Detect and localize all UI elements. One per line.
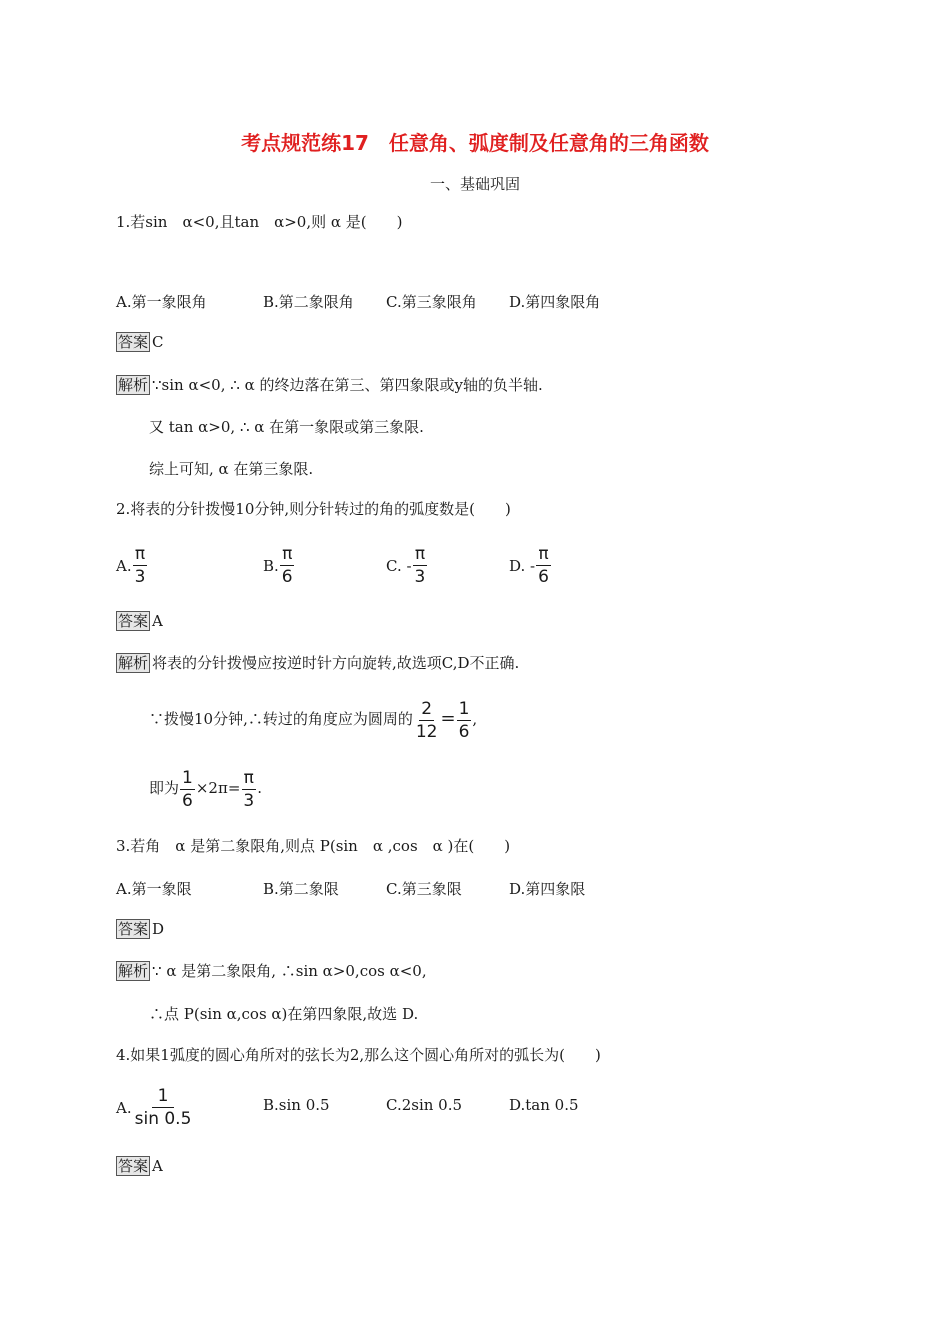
- q3-option-d: D.第四象限: [509, 880, 586, 898]
- q1-stem: 1.若sin α<0,且tan α>0,则 α 是( ): [116, 213, 403, 231]
- q3-stem: 3.若角 α 是第二象限角,则点 P(sin α ,cos α )在( ): [116, 837, 511, 855]
- q3-answer: [116, 919, 164, 939]
- q4-options: [116, 1086, 916, 1132]
- fraction-pi-3: [241, 768, 256, 811]
- q3-option-c: C.第三象限: [386, 880, 462, 898]
- q4-stem: 4.如果1弧度的圆心角所对的弦长为2,那么这个圆心角所对的弧长为( ): [116, 1046, 601, 1064]
- fraction-denominator: 3: [414, 567, 426, 587]
- q1-analysis-line-1: [116, 375, 543, 395]
- q2-analysis-mid: ×2π=: [195, 779, 241, 797]
- answer-tag: 答案: [118, 1157, 149, 1175]
- fraction-denominator: 3: [243, 790, 255, 811]
- fraction-denominator: 6: [182, 790, 193, 811]
- q1-option-d: D.第四象限角: [509, 293, 601, 311]
- punctuation: ,: [472, 710, 478, 728]
- fraction-numerator: π: [243, 767, 254, 788]
- q4-option-a: [116, 1086, 194, 1129]
- answer-tag: 答案: [118, 612, 149, 630]
- q3-option-a: A.第一象限: [116, 880, 192, 898]
- answer-tag: 答案: [118, 333, 149, 351]
- analysis-tag: 解析: [118, 962, 149, 980]
- q3-analysis-line-1: [116, 961, 427, 981]
- fraction-numerator: π: [414, 544, 426, 564]
- q2-answer-value: A: [152, 612, 163, 630]
- fraction-denominator: sin 0.5: [134, 1109, 192, 1129]
- answer-tag: 答案: [118, 920, 149, 938]
- q2-analysis-line-2: [149, 697, 477, 742]
- q2-option-a-prefix: A.: [116, 556, 132, 575]
- analysis-tag: 解析: [118, 376, 149, 394]
- q4-option-a-fraction: [133, 1086, 194, 1129]
- q4-option-a-prefix: A.: [116, 1098, 132, 1117]
- page-title: 考点规范练17 任意角、弧度制及任意角的三角函数: [241, 131, 709, 155]
- q3-option-b: B.第二象限: [263, 880, 339, 898]
- q2-option-b: [263, 544, 296, 587]
- q1-option-a: A.第一象限角: [116, 293, 207, 311]
- q2-option-d-fraction: [536, 544, 551, 587]
- q2-option-d: [509, 544, 552, 587]
- q3-analysis-text-1: ∵ α 是第二象限角, ∴sin α>0,cos α<0,: [152, 962, 427, 980]
- section-heading: 一、基础巩固: [429, 175, 520, 193]
- q2-stem: 2.将表的分针拨慢10分钟,则分针转过的角的弧度数是( ): [116, 500, 511, 518]
- fraction-numerator: 2: [421, 698, 433, 719]
- fraction-numerator: 1: [458, 698, 470, 719]
- q2-options: [116, 544, 916, 588]
- q2-option-c-prefix: C. -: [386, 556, 412, 575]
- q2-answer: [116, 611, 163, 631]
- fraction-denominator: 6: [538, 567, 549, 587]
- q4-option-b: B.sin 0.5: [263, 1096, 330, 1114]
- fraction-1-6: [180, 768, 195, 811]
- q1-analysis-line-3: 综上可知, α 在第三象限.: [149, 460, 314, 478]
- fraction-2-12: [414, 699, 440, 742]
- fraction-numerator: π: [538, 544, 549, 564]
- q2-option-c: [386, 544, 428, 587]
- q2-option-a: [116, 544, 148, 587]
- q2-option-b-fraction: [280, 544, 295, 587]
- q1-analysis-text-1: ∵sin α<0, ∴ α 的终边落在第三、第四象限或y轴的负半轴.: [152, 376, 543, 394]
- q1-answer-value: C: [152, 333, 164, 351]
- punctuation: .: [257, 779, 262, 797]
- fraction-numerator: 1: [182, 767, 193, 788]
- fraction-numerator: 1: [152, 1086, 175, 1108]
- fraction-numerator: π: [282, 544, 293, 564]
- q4-option-d: D.tan 0.5: [509, 1096, 579, 1114]
- q1-option-c: C.第三象限角: [386, 293, 477, 311]
- q2-option-d-prefix: D. -: [509, 556, 536, 575]
- fraction-denominator: 6: [458, 721, 470, 742]
- q1-option-b: B.第二象限角: [263, 293, 354, 311]
- fraction-1-6: [457, 699, 472, 742]
- analysis-tag: 解析: [118, 654, 149, 672]
- fraction-denominator: 6: [281, 567, 293, 587]
- q2-analysis-text-2: ∵拨慢10分钟,∴转过的角度应为圆周的: [149, 710, 413, 728]
- q2-option-a-fraction: [133, 544, 148, 587]
- q2-option-c-fraction: [413, 544, 428, 587]
- q2-analysis-line-3: [149, 766, 262, 811]
- q4-option-c: C.2sin 0.5: [386, 1096, 463, 1114]
- equals-sign: =: [440, 708, 456, 729]
- q3-analysis-line-2: ∴点 P(sin α,cos α)在第四象限,故选 D.: [149, 1005, 419, 1023]
- q3-answer-value: D: [152, 920, 165, 938]
- fraction-denominator: 3: [134, 567, 146, 587]
- q4-answer: [116, 1156, 163, 1176]
- q2-analysis-text-1: 将表的分针拨慢应按逆时针方向旋转,故选项C,D不正确.: [152, 654, 520, 672]
- q2-analysis-line-1: [116, 653, 519, 673]
- q1-analysis-line-2: 又 tan α>0, ∴ α 在第一象限或第三象限.: [149, 418, 424, 436]
- q1-answer: [116, 332, 164, 352]
- q4-answer-value: A: [152, 1157, 163, 1175]
- q2-option-b-prefix: B.: [263, 556, 279, 575]
- q2-analysis-text-3: 即为: [149, 779, 180, 797]
- fraction-numerator: π: [134, 544, 146, 564]
- fraction-denominator: 12: [415, 721, 438, 742]
